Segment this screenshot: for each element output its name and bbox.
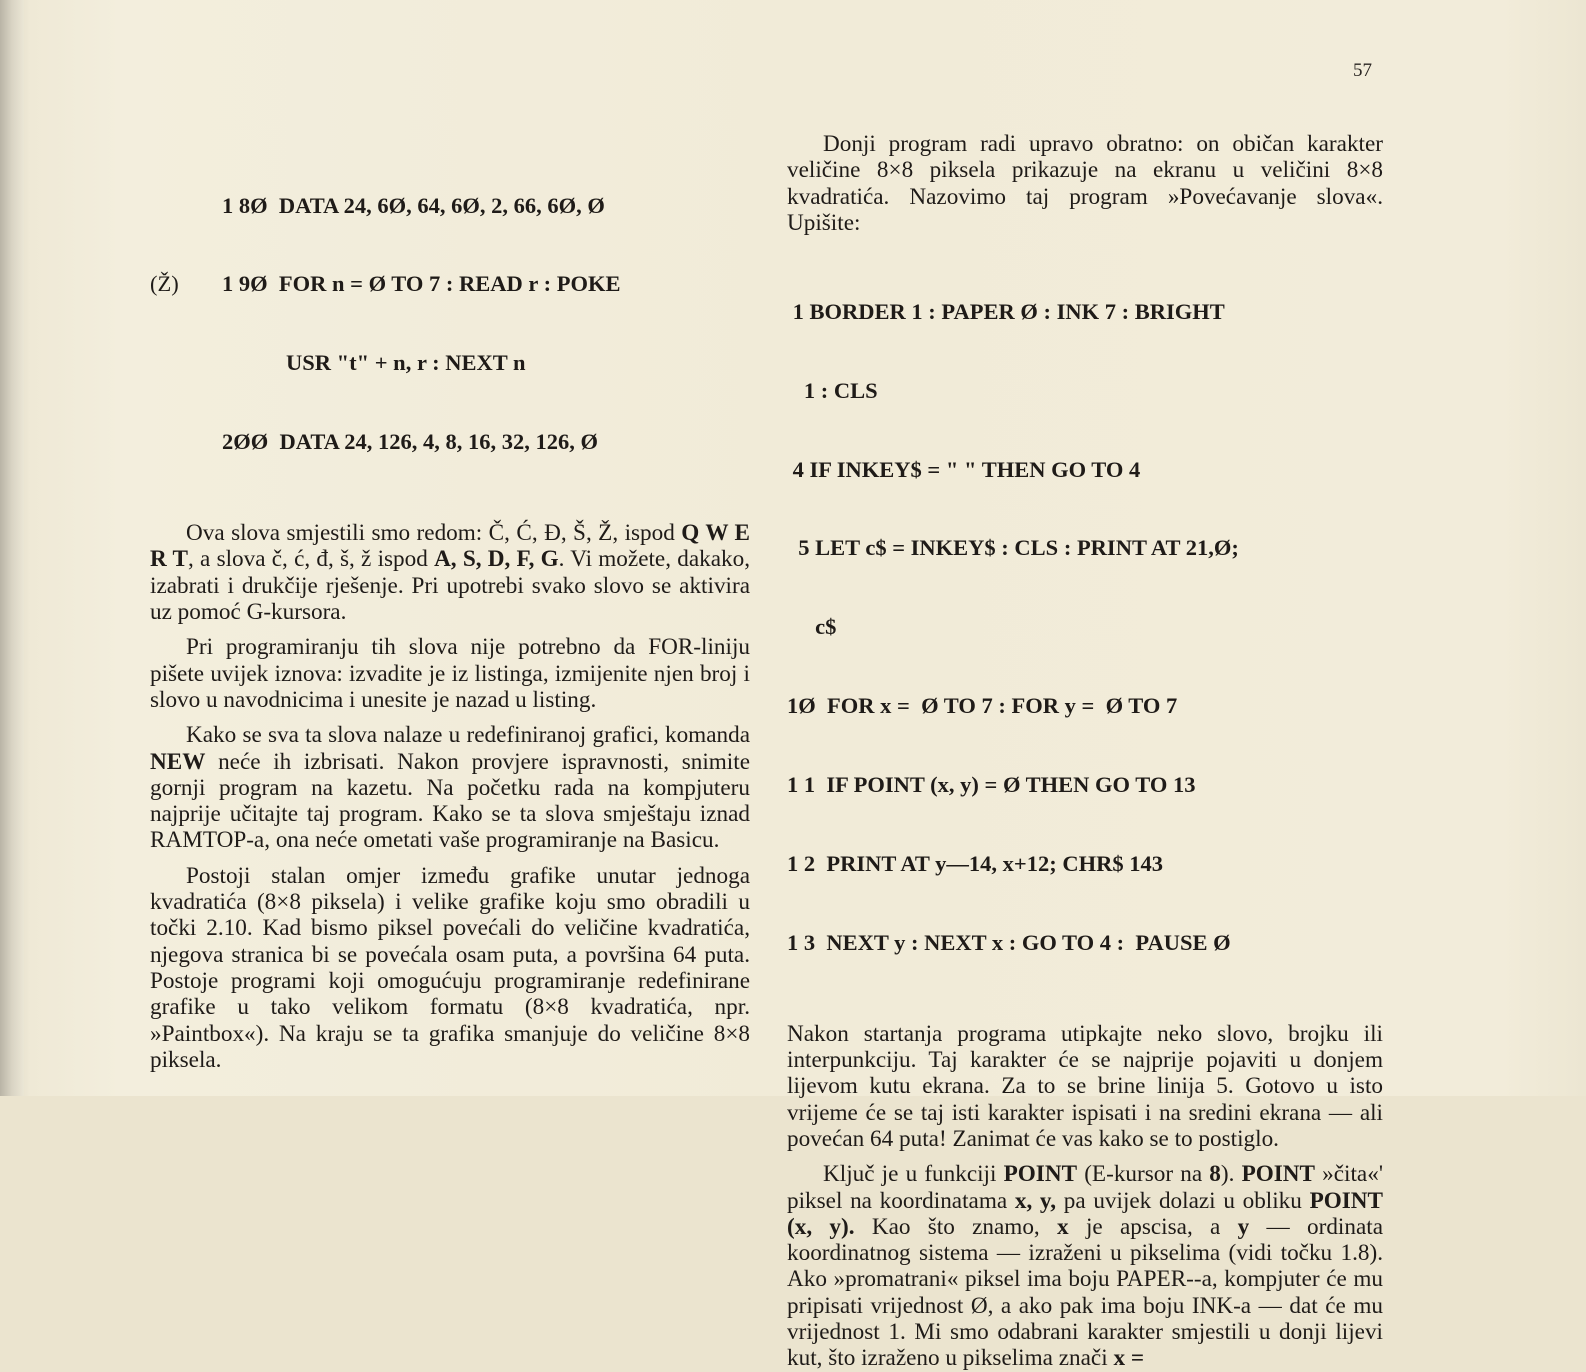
bold-keyword: y (1237, 1213, 1250, 1240)
code-listing-left (150, 140, 750, 508)
bold-keyword: POINT (1003, 1161, 1078, 1188)
paragraph-new-command: Kako se sva ta slova nalaze u redefiniranoj grafici, komanda NEW neće ih izbrisati. Nakon provjere ispravnosti, snimite gornji program na kazetu. Na početku rada na kompjuteru najprije učitajte taj program. Kako se ta slova smještaju iznad RAMTOP-a, ona neće ometati vaše programiranje na Basicu. (150, 722, 750, 854)
code-line: 4 IF INKEY$ = " " THEN GO TO 4 (787, 456, 1141, 482)
code-line: 1 1 IF POINT (x, y) = Ø THEN GO TO 13 (787, 772, 1196, 798)
paragraph-point-function: Ključ je u funkciji POINT (E-kursor na 8). POINT »čita«' piksel na koordinatama x, y, pa uvijek dolazi u obliku POINT (x, y). Kao što znamo, x je apscisa, a y — ordinata koordinatnog sistema — izraženi u pikselima (vidi točku 1.8). Ako »promatrani« piksel ima boju PAPER--a, kompjuter će mu pripisati vrijednost Ø, a ako pak ima boju INK-a — dat će mu vrijednost 1. Mi smo odabrani karakter smjestili u donji lijevi kut, što izraženo u pikselima znači x = (787, 1161, 1383, 1372)
code-line: 2ØØ DATA 24, 126, 4, 8, 16, 32, 126, Ø (222, 429, 599, 455)
code-line-prefix: (Ž) (150, 271, 179, 297)
bold-keyword: x, y, (1014, 1187, 1057, 1214)
code-line: 1 : CLS (787, 377, 878, 403)
paragraph-after-run: Nakon startanja programa utipkajte neko slovo, brojku ili interpunkciju. Taj karakter će se najprije pojaviti u donjem lijevom kutu ekrana. Za to se brine linija 5. Gotovo u isto vrijeme će se taj isti karakter ispisati i na sredini ekrana — ali povećan 64 puta! Zanimat će vas kako se to postiglo. (787, 1020, 1383, 1152)
bold-keys: Q W E R T (150, 520, 750, 573)
code-line-continuation: USR "t" + n, r : NEXT n (286, 350, 526, 376)
bold-keyword: POINT (1241, 1161, 1315, 1188)
right-column (787, 131, 1383, 1372)
bold-keys: A, S, D, F, G (434, 546, 559, 573)
code-line: 1 8Ø DATA 24, 6Ø, 64, 6Ø, 2, 66, 6Ø, Ø (222, 192, 605, 218)
bold-command: NEW (150, 748, 206, 775)
paragraph-intro: Donji program radi upravo obratno: on običan karakter veličine 8×8 piksela prikazuje na ekranu u veličini 8×8 kvadratića. Nazovimo taj program »Povećavanje slova«. Upišite: (787, 131, 1383, 236)
bold-keyword: POINT (x, y). (787, 1187, 1383, 1240)
code-listing-right (787, 246, 1383, 1009)
code-line: 1 BORDER 1 : PAPER Ø : INK 7 : BRIGHT (787, 298, 1225, 324)
code-line: 1 3 NEXT y : NEXT x : GO TO 4 : PAUSE Ø (787, 929, 1231, 955)
paragraph-ratio: Postoji stalan omjer između grafike unutar jednoga kvadratića (8×8 piksela) i velike grafike koju smo obradili u točki 2.10. Kad bismo piksel povećali do veličine kvadratića, njegova stranica bi se povećala osam puta, a površina 64 puta. Postoje programi koji omogućuju programiranje redefinirane grafike u tako velikom formatu (8×8 kvadratića, npr. »Paintbox«). Na kraju se ta grafika smanjuje do veličine 8×8 piksela. (150, 862, 750, 1073)
paragraph-for-line: Pri programiranju tih slova nije potrebno da FOR-liniju pišete uvijek iznova: izvadite je iz listinga, izmijenite njen broj i slovo u navodnicima i unesite je nazad u listing. (150, 634, 750, 713)
bold-keyword: x (1057, 1213, 1069, 1240)
code-line: 1Ø FOR x = Ø TO 7 : FOR y = Ø TO 7 (787, 693, 1178, 719)
code-line: c$ (787, 614, 837, 640)
left-column (150, 140, 750, 1073)
bold-keyword: 8 (1209, 1161, 1221, 1188)
code-line: 5 LET c$ = INKEY$ : CLS : PRINT AT 21,Ø; (787, 535, 1239, 561)
bold-keyword: x = (1113, 1345, 1145, 1372)
code-line (150, 271, 750, 297)
book-binding-edge (0, 0, 24, 1096)
paragraph-letters: Ova slova smjestili smo redom: Č, Ć, Đ, Š, Ž, ispod Q W E R T, a slova č, ć, đ, š, ž ispod A, S, D, F, G. Vi možete, dakako, izabrati i drukčije rješenje. Pri upotrebi svako slovo se aktivira uz pomoć G-kursora. (150, 520, 751, 626)
code-line: 1 2 PRINT AT y—14, x+12; CHR$ 143 (787, 851, 1163, 877)
code-line-text: 1 9Ø FOR n = Ø TO 7 : READ r : POKE (222, 271, 621, 297)
page-number: 57 (1353, 60, 1372, 81)
